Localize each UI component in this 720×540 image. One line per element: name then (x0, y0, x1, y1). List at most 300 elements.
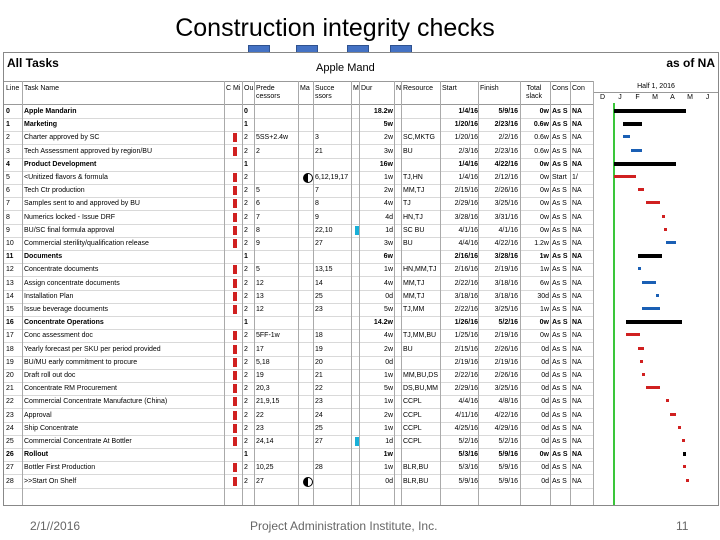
cell-con: NA (572, 240, 582, 247)
task-row[interactable] (4, 422, 594, 436)
cell-ou: 2 (244, 147, 248, 155)
cell-start: 1/25/16 (454, 332, 478, 340)
cell-slack: 0d (541, 477, 549, 485)
cell-start: 3/18/16 (454, 292, 478, 300)
task-bar (683, 465, 686, 468)
task-row[interactable] (4, 435, 594, 449)
sheet-subtitle: Apple Mand (316, 62, 375, 74)
cell-con: NA (572, 108, 583, 115)
cell-cons: As S (552, 292, 567, 300)
cell-pred (256, 448, 298, 461)
gantt-chart (594, 81, 718, 505)
cell-cons: As S (552, 121, 568, 129)
task-row[interactable] (4, 329, 594, 343)
cell-dur: 3w (384, 240, 393, 247)
cell-res (403, 250, 440, 263)
cell-succ (315, 105, 351, 118)
task-bar (670, 413, 676, 416)
cell-con: NA (572, 147, 582, 155)
cell-pred (256, 316, 298, 329)
cell-slack: 0.6w (534, 147, 549, 155)
cell-con: NA (572, 226, 582, 234)
milestone-flag-icon (233, 199, 237, 208)
header-con[interactable]: Con (572, 85, 585, 92)
cell-finish: 3/18/16 (494, 292, 518, 300)
milestone-flag-icon (233, 384, 237, 393)
cell-pred: 7 (256, 213, 260, 221)
task-row[interactable] (4, 263, 594, 277)
cell-cons: As S (552, 108, 568, 115)
cell-start: 2/29/16 (454, 385, 478, 393)
header-successors[interactable]: Succe ssors (315, 85, 335, 100)
cell-res: HN,TJ (403, 213, 423, 221)
cell-finish: 4/8/16 (498, 398, 518, 406)
cell-succ (315, 316, 351, 329)
cell-finish: 3/18/16 (494, 279, 518, 287)
cell-con: NA (572, 160, 583, 168)
cell-dur: 0d (385, 477, 393, 485)
cell-succ: 25 (315, 292, 323, 300)
cell-line: 25 (6, 438, 14, 445)
cell-name: Issue beverage documents (24, 306, 109, 313)
header-finish[interactable]: Finish (480, 85, 499, 92)
cell-pred: 12 (256, 279, 264, 287)
cell-pred (256, 250, 298, 263)
cell-name: Apple Mandarin (24, 108, 77, 115)
task-row[interactable] (4, 290, 594, 304)
summary-bar (683, 452, 686, 456)
cell-cons: As S (552, 279, 567, 287)
header-resource[interactable]: Resource (403, 85, 433, 92)
cell-cons: As S (552, 477, 567, 485)
cell-dur: 4d (385, 213, 393, 221)
cell-slack: 0d (541, 372, 549, 379)
cell-slack: 0w (540, 226, 549, 234)
cell-dur: 18.2w (373, 108, 393, 115)
task-row[interactable] (4, 369, 594, 383)
header-n[interactable]: N (396, 85, 402, 92)
cell-succ: 6,12,19,17 (315, 174, 349, 181)
cell-pred: 27 (256, 477, 264, 485)
milestone-flag-icon (233, 424, 237, 433)
cell-dur: 2w (384, 134, 393, 142)
cell-dur: 2w (384, 345, 393, 353)
cell-start: 1/20/16 (454, 134, 478, 142)
cell-line: 8 (6, 213, 10, 221)
cell-slack: 1.2w (534, 240, 549, 247)
cell-ou: 2 (244, 372, 248, 379)
task-row[interactable] (4, 382, 594, 396)
cell-pred: 19 (256, 372, 264, 379)
task-bar (666, 399, 669, 402)
cell-slack: 30d (537, 292, 549, 300)
task-bar (638, 188, 644, 191)
cell-res: MM,TJ (403, 279, 425, 287)
cell-ou: 2 (244, 411, 248, 419)
task-row[interactable] (4, 343, 594, 357)
cell-dur: 5w (384, 385, 393, 393)
cell-ou: 2 (244, 358, 248, 366)
cell-dur: 4w (384, 279, 393, 287)
cell-name: Approval (24, 411, 52, 419)
cell-succ: 7 (315, 187, 319, 195)
cell-cons: As S (552, 319, 568, 327)
task-bar (638, 347, 644, 350)
cell-ou: 2 (244, 385, 248, 393)
cell-finish: 5/9/16 (498, 477, 518, 485)
cell-dur: 1d (385, 226, 393, 234)
cell-pred: 23 (256, 424, 264, 432)
cell-slack: 0w (540, 213, 549, 221)
cell-start: 2/19/16 (454, 358, 478, 366)
summary-bar (638, 254, 662, 258)
cell-cons: As S (552, 253, 568, 261)
cell-line: 4 (6, 160, 10, 168)
task-row[interactable] (4, 316, 594, 330)
cell-dur: 2w (384, 187, 393, 195)
cell-ou: 1 (244, 319, 248, 327)
task-bar (631, 149, 643, 152)
cell-cons: As S (552, 147, 567, 155)
milestone-flag-icon (233, 305, 237, 314)
cell-succ: 9 (315, 213, 319, 221)
cell-start: 2/22/16 (454, 372, 478, 379)
cell-finish: 3/31/16 (494, 213, 518, 221)
cell-con: NA (572, 266, 582, 274)
cell-con: NA (572, 464, 582, 472)
cell-slack: 0w (540, 174, 549, 181)
cell-con: NA (572, 121, 583, 129)
cell-dur: 1w (384, 266, 393, 274)
cell-succ: 3 (315, 134, 319, 142)
cell-dur: 1d (385, 438, 393, 445)
milestone-flag-icon (233, 371, 237, 380)
cell-slack: 0d (541, 438, 549, 445)
summary-bar (614, 109, 687, 113)
cell-succ: 28 (315, 464, 323, 472)
cell-start: 2/16/16 (454, 253, 478, 261)
cell-finish: 2/26/16 (494, 372, 518, 379)
cell-finish: 4/1/16 (498, 226, 518, 234)
header-ma[interactable]: Ma (300, 85, 310, 92)
cell-pred: 13 (256, 292, 264, 300)
cell-succ: 13,15 (315, 266, 333, 274)
header-m[interactable]: M (353, 85, 359, 92)
header-mi[interactable]: Mi (233, 85, 241, 92)
cell-cons: As S (552, 134, 567, 142)
header-cons[interactable]: Cons (552, 85, 569, 92)
task-row[interactable] (4, 448, 594, 462)
cell-pred: 5SS+2.4w (256, 134, 289, 142)
cell-res: HN,MM,TJ (403, 266, 437, 274)
cell-con: NA (572, 253, 583, 261)
milestone-flag-icon (233, 265, 237, 274)
cell-start: 4/4/16 (458, 240, 478, 247)
cell-dur: 14.2w (373, 319, 393, 327)
task-bar (626, 333, 640, 336)
cell-res: BLR,BU (403, 477, 429, 485)
cell-line: 3 (6, 147, 10, 155)
cell-finish: 5/2/16 (498, 438, 518, 445)
cell-line: 12 (6, 266, 14, 274)
cell-con: NA (572, 345, 582, 353)
cell-ou: 2 (244, 332, 248, 340)
cell-ou: 2 (244, 398, 248, 406)
task-row[interactable] (4, 395, 594, 409)
cell-line: 5 (6, 174, 10, 181)
cell-slack: 0w (539, 319, 549, 327)
task-row[interactable] (4, 250, 594, 264)
cell-succ: 23 (315, 398, 323, 406)
task-row[interactable] (4, 171, 594, 185)
task-row[interactable] (4, 158, 594, 172)
cell-succ: 25 (315, 424, 323, 432)
task-bar (678, 426, 681, 429)
cell-start: 2/22/16 (454, 306, 478, 313)
cell-pred (256, 158, 298, 171)
task-row[interactable] (4, 145, 594, 159)
header-ou[interactable]: Ou (244, 85, 254, 92)
cell-con: NA (572, 411, 582, 419)
header-task-name[interactable]: Task Name (24, 85, 60, 92)
cell-res: TJ,MM,BU (403, 332, 437, 340)
task-bar (614, 175, 636, 178)
header-predecessors[interactable]: Prede cessors (256, 85, 281, 100)
task-bar (640, 360, 643, 363)
task-sheet (3, 52, 719, 506)
cell-res: MM,TJ (403, 292, 425, 300)
month-label: F (635, 94, 640, 101)
task-row[interactable] (4, 224, 594, 238)
cell-start: 1/20/16 (454, 121, 478, 129)
cell-ou: 0 (244, 108, 248, 115)
cell-res: CCPL (403, 398, 422, 406)
cell-line: 1 (6, 121, 10, 129)
cell-line: 10 (6, 240, 14, 247)
cell-dur: 6w (383, 253, 393, 261)
cell-pred: 5,18 (256, 358, 270, 366)
cell-line: 6 (6, 187, 10, 195)
cell-pred: 20,3 (256, 385, 270, 393)
task-row[interactable] (4, 461, 594, 475)
milestone-flag-icon (233, 411, 237, 420)
cell-dur: 2w (384, 411, 393, 419)
cell-finish: 2/26/16 (494, 187, 518, 195)
milestone-flag-icon (233, 292, 237, 301)
cell-line: 21 (6, 385, 14, 393)
header-total-slack[interactable]: Total slack (526, 85, 542, 100)
cell-name: Yearly forecast per SKU per period provided (24, 345, 161, 353)
footer-organization: Project Administration Institute, Inc. (250, 519, 438, 533)
cell-finish: 4/22/16 (494, 240, 518, 247)
column-header-row (4, 81, 594, 105)
cell-slack: 0w (540, 332, 549, 340)
cell-slack: 0w (539, 451, 549, 459)
cell-con: NA (572, 424, 582, 432)
cell-ou: 2 (244, 200, 248, 208)
cell-start: 5/9/16 (458, 477, 478, 485)
cell-line: 18 (6, 345, 14, 353)
task-bar (642, 281, 656, 284)
cell-slack: 0d (541, 385, 549, 393)
cell-finish: 3/25/16 (494, 306, 518, 313)
cell-pred (256, 171, 298, 184)
cell-slack: 0d (541, 358, 549, 366)
cell-dur: 1w (384, 372, 393, 379)
cell-ou: 2 (244, 174, 248, 181)
cell-pred: 12 (256, 306, 264, 313)
task-bar (662, 215, 665, 218)
cell-name: Product Development (24, 160, 97, 168)
cell-start: 1/4/16 (458, 174, 478, 181)
cell-succ: 23 (315, 306, 323, 313)
month-label: M (687, 94, 693, 101)
task-row[interactable] (4, 211, 594, 225)
cell-start: 1/4/16 (458, 160, 478, 168)
task-row[interactable] (4, 184, 594, 198)
cell-cons: As S (552, 226, 567, 234)
cell-res (403, 356, 440, 369)
milestone-flag-icon (233, 463, 237, 472)
task-bar (686, 479, 689, 482)
cell-finish: 5/2/16 (498, 319, 518, 327)
task-row[interactable] (4, 409, 594, 423)
cell-slack: 0d (541, 411, 549, 419)
cell-line: 20 (6, 372, 14, 379)
task-row[interactable] (4, 197, 594, 211)
task-row[interactable] (4, 303, 594, 317)
cell-ou: 2 (244, 477, 248, 485)
cell-con: NA (572, 279, 582, 287)
cell-slack: 0.6w (534, 134, 549, 142)
cell-line: 26 (6, 451, 14, 459)
cell-ou: 2 (244, 240, 248, 247)
task-bar (646, 386, 660, 389)
cell-cons: As S (552, 332, 567, 340)
cell-cons: Start (552, 174, 567, 181)
cell-con: NA (572, 358, 582, 366)
cell-succ (315, 118, 351, 131)
cell-succ: 27 (315, 240, 323, 247)
gantt-month-header (594, 92, 718, 103)
cell-cons: As S (552, 398, 567, 406)
cell-cons: As S (552, 451, 568, 459)
cell-name: Concentrate RM Procurement (24, 385, 117, 393)
cell-finish: 2/19/16 (494, 358, 518, 366)
cell-pred: 10,25 (256, 464, 274, 472)
cell-line: 23 (6, 411, 14, 419)
cell-name: Documents (24, 253, 63, 261)
cell-succ (315, 158, 351, 171)
cell-line: 28 (6, 477, 14, 485)
cell-dur: 16w (379, 160, 393, 168)
cell-ou: 2 (244, 438, 248, 445)
cell-cons: As S (552, 345, 567, 353)
task-row[interactable] (4, 237, 594, 251)
cell-succ: 27 (315, 438, 323, 445)
cell-succ: 20 (315, 358, 323, 366)
cell-pred: 9 (256, 240, 260, 247)
cell-ou: 2 (244, 292, 248, 300)
cell-cons: As S (552, 438, 567, 445)
task-row[interactable] (4, 118, 594, 132)
cell-ou: 2 (244, 279, 248, 287)
task-row[interactable] (4, 131, 594, 145)
cell-con: NA (572, 134, 582, 142)
milestone-flag-icon (233, 331, 237, 340)
cell-pred (256, 118, 298, 131)
cell-name: Assign concentrate documents (24, 279, 120, 287)
cell-start: 1/26/16 (454, 319, 478, 327)
cell-finish: 2/2/16 (498, 134, 518, 142)
header-dur[interactable]: Dur (361, 85, 373, 92)
cell-slack: 1w (540, 266, 549, 274)
cell-line: 16 (6, 319, 14, 327)
cell-con: NA (572, 292, 582, 300)
milestone-flag-icon (233, 345, 237, 354)
cell-name: Samples sent to and approved by BU (24, 200, 140, 208)
cell-finish: 4/29/16 (494, 424, 518, 432)
cell-line: 7 (6, 200, 10, 208)
cell-ou: 1 (244, 253, 248, 261)
cell-succ: 22,10 (315, 226, 333, 234)
cell-name: Commercial sterility/qualification release (24, 240, 149, 247)
cell-slack: 1w (540, 306, 549, 313)
cell-name: BU/MU early commitment to procure (24, 358, 138, 366)
cell-dur: 1w (384, 398, 393, 406)
cell-succ: 22 (315, 385, 323, 393)
cell-succ: 8 (315, 200, 319, 208)
task-row[interactable] (4, 277, 594, 291)
cell-con: NA (572, 319, 583, 327)
milestone-flag-icon (233, 397, 237, 406)
cell-succ: 18 (315, 332, 323, 340)
task-bar (623, 135, 630, 138)
cell-res: CCPL (403, 438, 422, 445)
cell-start: 4/25/16 (454, 424, 478, 432)
cell-start: 4/11/16 (455, 411, 478, 419)
cell-pred: 5FF-1w (256, 332, 280, 340)
cell-con: NA (572, 306, 582, 313)
cell-name: Tech Ctr production (24, 187, 85, 195)
cell-name: Marketing (24, 121, 58, 129)
task-row[interactable] (4, 105, 594, 119)
milestone-flag-icon (233, 279, 237, 288)
task-row[interactable] (4, 475, 594, 489)
cell-ou: 2 (244, 424, 248, 432)
cell-cons: As S (552, 213, 567, 221)
cell-line: 9 (6, 226, 10, 234)
cell-line: 11 (6, 253, 14, 261)
cell-cons: As S (552, 411, 567, 419)
cell-res (403, 118, 440, 131)
cell-finish: 2/19/16 (494, 266, 518, 274)
cell-pred: 8 (256, 226, 260, 234)
cell-res (403, 158, 440, 171)
cell-ou: 2 (244, 134, 248, 142)
header-c[interactable]: C (226, 85, 232, 92)
header-line[interactable]: Line (6, 85, 20, 92)
cell-con: NA (572, 200, 582, 208)
header-start[interactable]: Start (442, 85, 457, 92)
cell-slack: 0d (541, 464, 549, 472)
cell-start: 2/15/16 (454, 345, 478, 353)
cell-line: 19 (6, 358, 14, 366)
cell-succ (315, 475, 351, 488)
cell-slack: 0d (541, 424, 549, 432)
task-row[interactable] (4, 356, 594, 370)
cell-cons: As S (552, 200, 567, 208)
